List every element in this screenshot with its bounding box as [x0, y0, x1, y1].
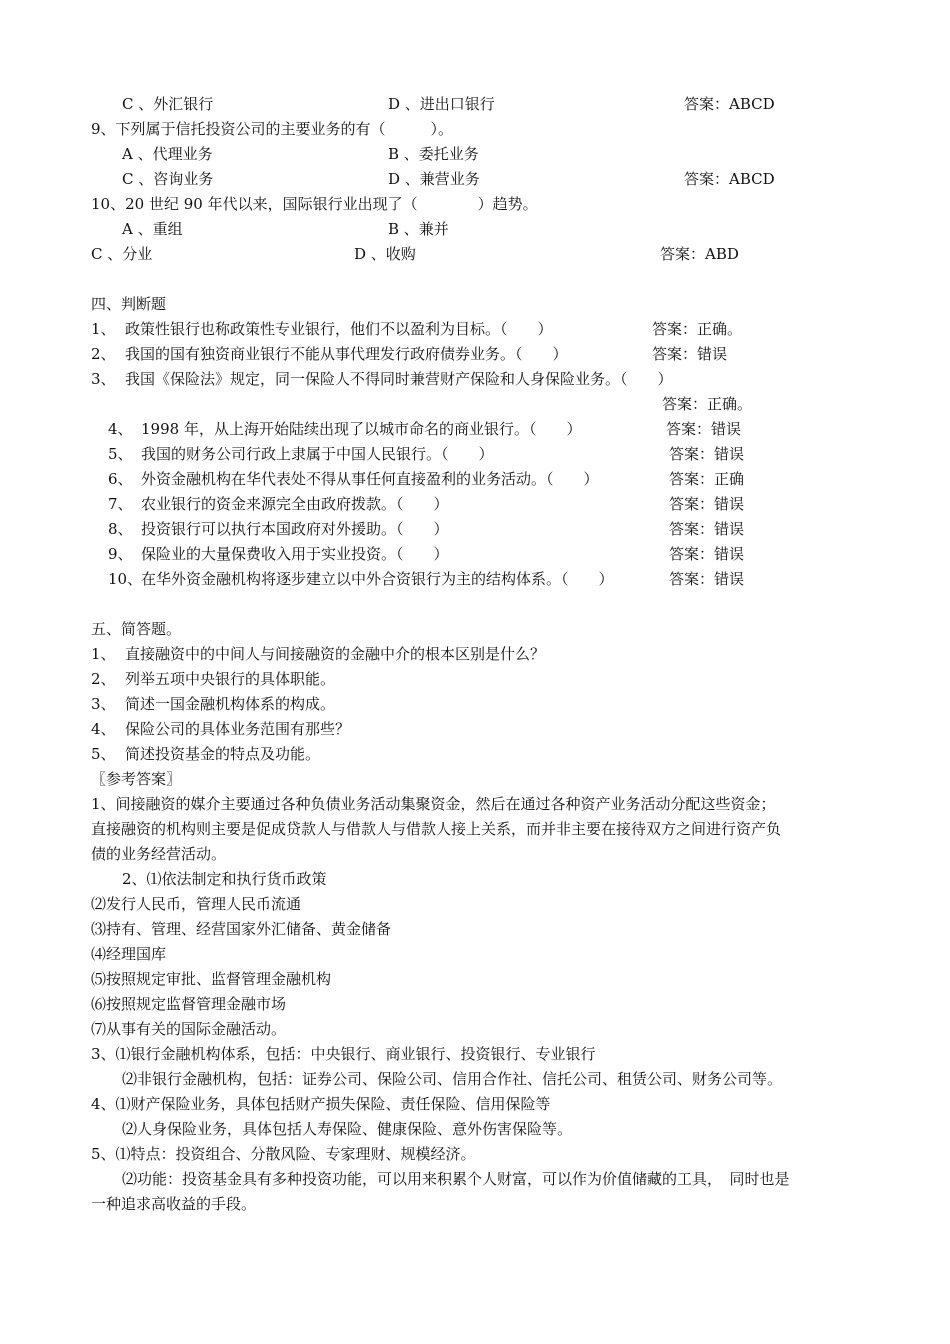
judge-item-answer: 答案：错误 — [669, 495, 745, 513]
answer-5-line: 一种追求高收益的手段。 — [91, 1195, 257, 1213]
judge-item-text: 我国《保险法》规定，同一保险人不得同时兼营财产保险和人身保险业务。（ ） — [125, 370, 673, 388]
judge-item-text: 我国的财务公司行政上隶属于中国人民银行。（ ） — [141, 445, 494, 463]
q8-option-d: D 、进出口银行 — [388, 95, 495, 113]
judge-item-text: 农业银行的资金来源完全由政府拨款。（ ） — [141, 495, 449, 513]
judge-item-text: 1998 年，从上海开始陆续出现了以城市命名的商业银行。（ ） — [141, 420, 582, 438]
judge-item-answer: 答案：正确 — [669, 470, 745, 488]
judge-item-text: 保险业的大量保费收入用于实业投资。（ ） — [141, 545, 449, 563]
answer-3-line: 3、⑴银行金融机构体系，包括：中央银行、商业银行、投资银行、专业银行 — [91, 1045, 596, 1063]
q9-stem: 9、下列属于信托投资公司的主要业务的有（ ）。 — [91, 120, 454, 138]
short-question-number: 2、 — [91, 670, 116, 688]
judge-item-number: 1、 — [91, 320, 116, 338]
judge-item-number: 2、 — [91, 345, 116, 363]
judge-heading: 四、判断题 — [91, 295, 167, 313]
judge-item-text: 在华外资金融机构将逐步建立以中外合资银行为主的结构体系。（ ） — [141, 570, 614, 588]
q10-option-a: A 、重组 — [122, 220, 183, 238]
judge-item-number: 7、 — [108, 495, 133, 513]
answer-5-line: 5、⑴特点：投资组合、分散风险、专家理财、规模经济。 — [91, 1145, 476, 1163]
q9-answer: 答案：ABCD — [684, 170, 775, 188]
judge-item-answer: 答案：错误 — [669, 545, 745, 563]
judge-item-text: 外资金融机构在华代表处不得从事任何直接盈利的业务活动。（ ） — [141, 470, 599, 488]
judge-item-number: 3、 — [91, 370, 116, 388]
short-question-text: 直接融资中的中间人与间接融资的金融中介的根本区别是什么？ — [125, 645, 546, 663]
answer-1-line: 1、间接融资的媒介主要通过各种负债业务活动集聚资金，然后在通过各种资产业务活动分配这些资金； — [91, 795, 776, 813]
short-question-text: 简述一国金融机构体系的构成。 — [125, 695, 336, 713]
answer-1-line: 直接融资的机构则主要是促成贷款人与借款人与借款人接上关系，而并非主要在接待双方之间进行资产负 — [91, 820, 782, 838]
answer-2-line: ⑶持有、管理、经营国家外汇储备、黄金储备 — [91, 920, 392, 938]
judge-item-number: 10、 — [108, 570, 143, 588]
answer-2-line: ⑷经理国库 — [91, 945, 167, 963]
judge-item-number: 5、 — [108, 445, 133, 463]
q10-answer: 答案：ABD — [660, 245, 739, 263]
answer-5-line: ⑵功能：投资基金具有多种投资功能，可以用来积累个人财富，可以作为价值储藏的工具， 同时也是 — [122, 1170, 790, 1188]
judge-item-answer: 答案：错误 — [666, 420, 742, 438]
short-question-text: 保险公司的具体业务范围有那些？ — [125, 720, 351, 738]
q8-option-c: C 、外汇银行 — [122, 95, 214, 113]
reference-answer-heading: 〖参考答案〗 — [91, 770, 182, 788]
q9-option-a: A 、代理业务 — [122, 145, 213, 163]
q10-stem: 10、20 世纪 90 年代以来，国际银行业出现了（ ）趋势。 — [91, 195, 538, 213]
judge-item-answer: 答案：正确。 — [652, 320, 743, 338]
answer-1-line: 债的业务经营活动。 — [91, 845, 227, 863]
judge-item-answer: 答案：错误 — [669, 445, 745, 463]
answer-3-line: ⑵非银行金融机构，包括：证券公司、保险公司、信用合作社、信托公司、租赁公司、财务公司等。 — [122, 1070, 783, 1088]
q10-option-b: B 、兼并 — [388, 220, 449, 238]
short-question-number: 1、 — [91, 645, 116, 663]
q8-answer: 答案：ABCD — [684, 95, 775, 113]
short-question-text: 简述投资基金的特点及功能。 — [125, 745, 321, 763]
q9-option-c: C 、咨询业务 — [122, 170, 214, 188]
judge-item-text: 投资银行可以执行本国政府对外援助。（ ） — [141, 520, 449, 538]
answer-4-line: 4、⑴财产保险业务，具体包括财产损失保险、责任保险、信用保险等 — [91, 1095, 551, 1113]
judge-item-number: 4、 — [108, 420, 133, 438]
judge-item-answer: 答案：错误 — [652, 345, 728, 363]
answer-2-line: ⑸按照规定审批、监督管理金融机构 — [91, 970, 332, 988]
short-question-number: 4、 — [91, 720, 116, 738]
judge-item-answer: 答案：错误 — [669, 570, 745, 588]
short-question-number: 5、 — [91, 745, 116, 763]
answer-2-line: ⑵发行人民币，管理人民币流通 — [91, 895, 302, 913]
q9-option-b: B 、委托业务 — [388, 145, 479, 163]
short-question-text: 列举五项中央银行的具体职能。 — [125, 670, 336, 688]
answer-2-line: ⑺从事有关的国际金融活动。 — [91, 1020, 287, 1038]
short-question-number: 3、 — [91, 695, 116, 713]
q9-option-d: D 、兼营业务 — [388, 170, 480, 188]
q10-option-c: C 、分业 — [91, 245, 153, 263]
judge-item-number: 8、 — [108, 520, 133, 538]
q10-option-d: D 、收购 — [354, 245, 416, 263]
answer-2-line: ⑹按照规定监督管理金融市场 — [91, 995, 287, 1013]
judge-item-answer: 答案：正确。 — [662, 395, 753, 413]
short-heading: 五、简答题。 — [91, 620, 182, 638]
judge-item-answer: 答案：错误 — [669, 520, 745, 538]
judge-item-number: 6、 — [108, 470, 133, 488]
judge-item-text: 我国的国有独资商业银行不能从事代理发行政府债券业务。（ ） — [125, 345, 568, 363]
answer-4-line: ⑵人身保险业务，具体包括人寿保险、健康保险、意外伤害保险等。 — [122, 1120, 573, 1138]
judge-item-number: 9、 — [108, 545, 133, 563]
judge-item-text: 政策性银行也称政策性专业银行，他们不以盈利为目标。（ ） — [125, 320, 553, 338]
answer-2-line: 2、⑴依法制定和执行货币政策 — [122, 870, 327, 888]
